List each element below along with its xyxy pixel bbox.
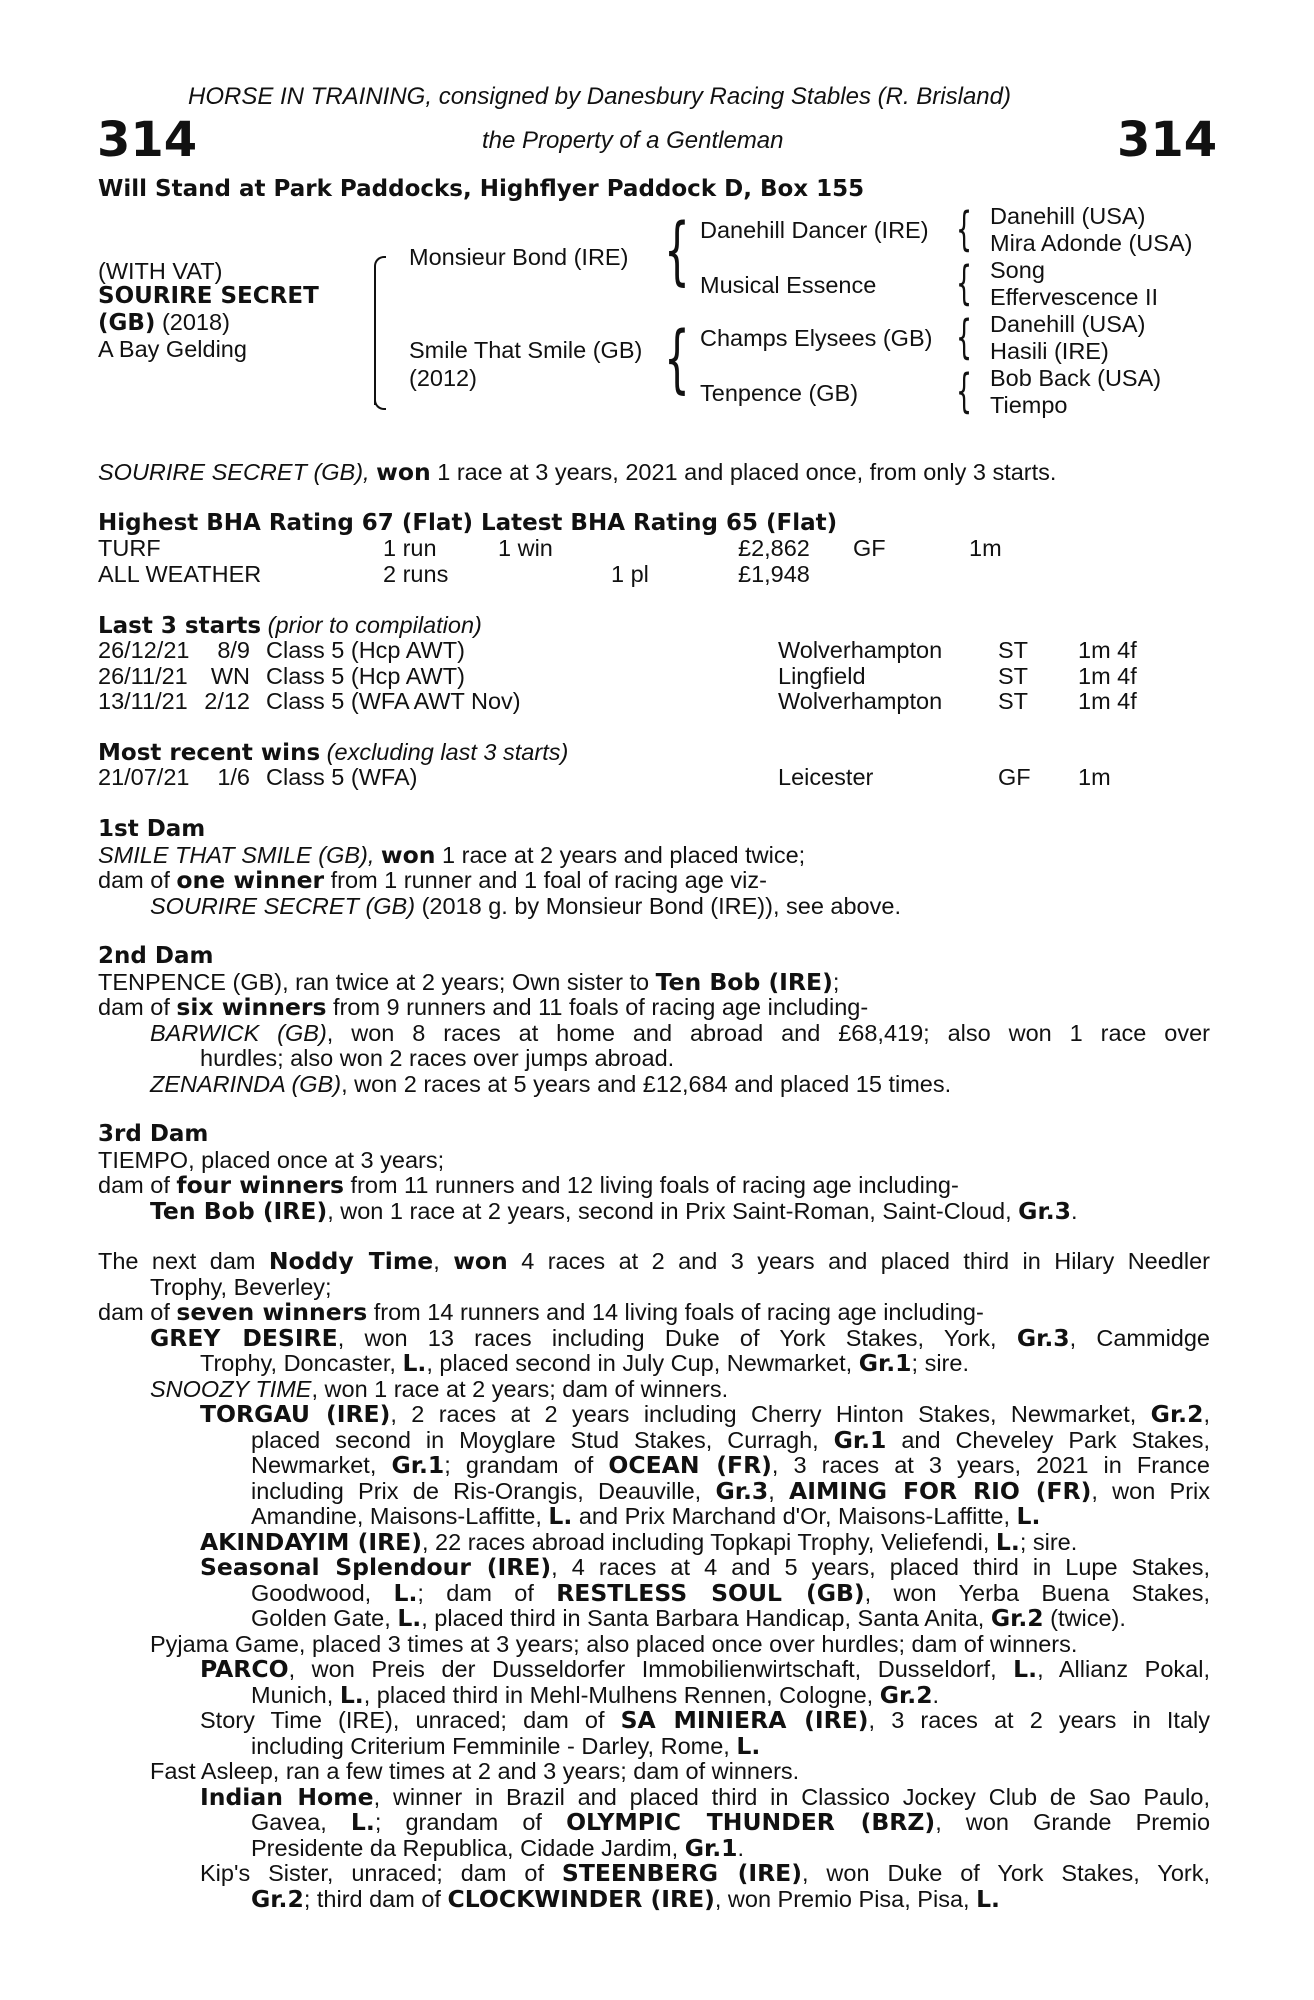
progeny-line [98, 1782, 1210, 1811]
form-row [98, 638, 1137, 664]
ratings-heading: Highest BHA Rating 67 (Flat) Latest BHA Rating 65 (Flat) [98, 510, 838, 536]
dam-name: Smile That Smile (GB) [409, 337, 643, 363]
first-dam-line [98, 868, 1210, 894]
race-class: Class 5 (WFA AWT Nov) [266, 688, 521, 714]
form-row [98, 689, 1137, 715]
recent-wins-note: (excluding last 3 starts) [326, 739, 569, 765]
progeny-line [98, 1884, 1210, 1913]
text: TENPENCE (GB), ran twice at 2 years; Own sister to [98, 968, 656, 995]
race-distance: 1m 4f [1078, 637, 1137, 663]
next-dam-line [98, 1300, 1210, 1326]
text: ; third dam of [303, 1885, 448, 1912]
text: ; [832, 968, 840, 995]
text: from 11 runners and 12 living foals of racing age including- [344, 1172, 959, 1198]
text: , won Duke of York Stakes, York, [801, 1860, 1210, 1886]
text: from 1 runner and 1 foal of racing age viz- [324, 867, 767, 893]
progeny-name: ZENARINDA (GB) [150, 1070, 342, 1097]
race-going: ST [998, 688, 1029, 714]
progeny-name: SNOOZY TIME [150, 1375, 312, 1402]
horse-ref: Ten Bob (IRE) [655, 967, 833, 996]
text: The next dam [98, 1248, 269, 1274]
progeny-line [98, 1657, 1210, 1683]
lot-number-right: 314 [1117, 112, 1218, 168]
second-dam-line [98, 1021, 1210, 1047]
text: , won 1 race at 2 years; dam of winners. [311, 1375, 729, 1402]
text: , won Preis der Dusseldorfer Immobilienwirtschaft, Dusseldorf, [288, 1656, 1014, 1682]
progeny-line [98, 1323, 1210, 1352]
text: Goodwood, [251, 1579, 394, 1606]
race-position: 8/9 [217, 637, 250, 663]
dam-bracket [374, 334, 386, 410]
next-dam-line: Trophy, Beverley; [150, 1273, 332, 1300]
gen3-7: Bob Back (USA) [990, 365, 1162, 391]
dam-name: Noddy Time [268, 1247, 434, 1275]
text: Amandine, Maisons-Laffitte, [251, 1503, 549, 1529]
grade: Gr.1 [833, 1425, 887, 1454]
gen3-8: Tiempo [990, 392, 1068, 418]
text: . [1070, 1197, 1078, 1224]
second-dam-section [98, 944, 1210, 1097]
text: placed second in Moyglare Stud Stakes, Curragh, [251, 1426, 834, 1453]
last-starts-note: (prior to compilation) [267, 612, 482, 638]
text: from 14 runners and 14 living foals of racing age including- [367, 1299, 984, 1325]
text: Newmarket, [251, 1452, 392, 1478]
next-dam-line [98, 1249, 1210, 1275]
progeny-name: CLOCKWINDER (IRE) [447, 1884, 715, 1913]
text: , won Grande Premio [935, 1809, 1211, 1835]
dam-dam: Tenpence (GB) [700, 380, 859, 406]
race-going: GF [998, 764, 1031, 790]
progeny-name: RESTLESS SOUL (GB) [556, 1578, 865, 1607]
race-position: 1/6 [217, 764, 250, 790]
going: GF [853, 535, 886, 561]
prize: £2,862 [738, 535, 810, 561]
progeny-line: Pyjama Game, placed 3 times at 3 years; also placed once over hurdles; dam of winners. [150, 1630, 1078, 1657]
horse-country-year [98, 310, 230, 337]
grade: Gr.1 [858, 1349, 912, 1377]
location-line: Will Stand at Park Paddocks, Highflyer Paddock D, Box 155 [98, 176, 865, 202]
text: , won Yerba Buena Stakes, [864, 1579, 1210, 1606]
progeny-name: SOURIRE SECRET (GB) [150, 892, 416, 919]
text: , [768, 1477, 790, 1504]
progeny-name: OLYMPIC THUNDER (BRZ) [566, 1808, 936, 1836]
grade: Gr.2 [1150, 1400, 1204, 1428]
text: dam of [98, 867, 177, 893]
sire-line-brace: { [664, 208, 690, 294]
race-summary [98, 460, 1056, 486]
progeny-name: BARWICK (GB) [150, 1019, 327, 1046]
text: , won Prix [1091, 1477, 1211, 1504]
grade: L. [736, 1731, 761, 1760]
wins [498, 562, 611, 588]
places [611, 536, 738, 562]
second-dam-line [98, 1072, 1210, 1098]
text: 1 race at 2 years and placed twice; [435, 841, 806, 868]
grade: Gr.2 [879, 1680, 933, 1709]
text: , won 8 races at home and abroad and £68,419; also won 1 race over [326, 1019, 1210, 1046]
sire-dam: Musical Essence [700, 272, 877, 298]
race-course: Wolverhampton [778, 688, 943, 714]
progeny-line [98, 1453, 1210, 1479]
text: dam of [98, 994, 177, 1020]
race-distance: 1m [1078, 764, 1111, 790]
sire-name: Monsieur Bond (IRE) [409, 244, 629, 270]
text: ; dam of [417, 1579, 557, 1606]
progeny-line [98, 1555, 1210, 1581]
race-course: Leicester [778, 764, 874, 790]
gen3-6: Hasili (IRE) [990, 338, 1109, 364]
text: and Cheveley Park Stakes, [886, 1426, 1210, 1453]
horse-description: A Bay Gelding [98, 336, 247, 362]
first-dam-name: SMILE THAT SMILE (GB), [98, 841, 375, 868]
first-dam-section [98, 817, 1210, 919]
text: , 4 races at 4 and 5 years, placed third in Lupe Stakes, [551, 1554, 1210, 1580]
gen3-4: Effervescence II [990, 284, 1159, 310]
recent-wins-heading [98, 740, 568, 767]
recent-wins-table [98, 765, 1111, 791]
horse-name: SOURIRE SECRET [98, 283, 319, 309]
text: , won 13 races including Duke of York Stakes, York, [337, 1324, 1017, 1351]
text: , placed third in Santa Barbara Handicap, Santa Anita, [421, 1605, 991, 1631]
first-dam-line [98, 894, 1210, 920]
progeny-line [98, 1606, 1210, 1632]
text: from 9 runners and 11 foals of racing age including- [326, 994, 869, 1020]
text: including Criterium Femminile - Darley, Rome, [251, 1732, 737, 1759]
progeny-name: AIMING FOR RIO (FR) [789, 1476, 1092, 1505]
progeny-name: Ten Bob (IRE) [150, 1196, 328, 1225]
text: , Cammidge [1069, 1324, 1210, 1351]
race-position: WN [210, 662, 250, 689]
grade: Gr.3 [715, 1476, 769, 1505]
grade: Gr.3 [1016, 1323, 1070, 1352]
first-dam-heading: 1st Dam [98, 816, 206, 842]
grade: Gr.1 [391, 1451, 445, 1479]
text: ; sire. [1019, 1528, 1078, 1555]
text: , won Premio Pisa, Pisa, [714, 1885, 977, 1912]
text: and Prix Marchand d'Or, Maisons-Laffitte, [572, 1503, 1017, 1529]
summary-name: SOURIRE SECRET (GB), [98, 459, 370, 485]
text: , placed third in Mehl-Mulhens Rennen, Cologne, [363, 1681, 880, 1708]
gen3-brace-3: { [956, 310, 973, 364]
places: 1 pl [611, 560, 649, 587]
first-dam-line [98, 840, 1210, 869]
progeny-line: Fast Asleep, ran a few times at 2 and 3 years; dam of winners. [150, 1758, 800, 1784]
race-course: Wolverhampton [778, 637, 943, 663]
text: Golden Gate, [251, 1605, 398, 1631]
won-label: won [453, 1247, 508, 1275]
grade: Gr.2 [990, 1604, 1044, 1632]
going [853, 562, 969, 588]
gen3-5: Danehill (USA) [990, 311, 1146, 337]
sire-sire: Danehill Dancer (IRE) [700, 217, 929, 243]
second-dam-line: hurdles; also won 2 races over jumps abroad. [200, 1045, 675, 1071]
property-line: the Property of a Gentleman [482, 127, 784, 154]
last-starts-table [98, 638, 1137, 715]
third-dam-line: TIEMPO, placed once at 3 years; [98, 1146, 445, 1173]
gen3-brace-2: { [956, 256, 973, 310]
progeny-line [98, 1861, 1210, 1887]
last-starts-heading [98, 613, 482, 640]
runs: 2 runs [383, 560, 449, 587]
text: including Prix de Ris-Orangis, Deauville, [251, 1477, 716, 1504]
progeny-name: SA MINIERA (IRE) [620, 1706, 869, 1734]
race-class: Class 5 (Hcp AWT) [266, 662, 465, 689]
progeny-name: Seasonal Splendour (IRE) [200, 1553, 552, 1581]
horse-country: (GB) [98, 310, 156, 336]
won-label: won [380, 840, 436, 869]
text: ; sire. [911, 1350, 969, 1376]
progeny-line [98, 1425, 1210, 1454]
progeny-name: OCEAN (FR) [608, 1451, 772, 1479]
race-date: 26/11/21 [98, 662, 188, 689]
summary-won: won [376, 458, 431, 486]
progeny-line [98, 1527, 1210, 1556]
progeny-line [98, 1402, 1210, 1428]
progeny-name: STEENBERG (IRE) [561, 1859, 802, 1887]
progeny-line [98, 1377, 1210, 1403]
progeny-line [98, 1708, 1210, 1734]
text: . [932, 1681, 940, 1708]
wins: 1 win [498, 535, 553, 561]
third-dam-section [98, 1122, 1210, 1224]
gen3-2: Mira Adonde (USA) [990, 230, 1193, 256]
vat-label: (WITH VAT) [98, 258, 223, 284]
distance [969, 562, 1002, 588]
text: , 3 races at 2 years in Italy [868, 1707, 1210, 1733]
form-row [98, 664, 1137, 690]
second-dam-heading: 2nd Dam [98, 943, 214, 969]
gen3-1: Danehill (USA) [990, 203, 1146, 229]
text: , placed second in July Cup, Newmarket, [426, 1350, 859, 1376]
race-class: Class 5 (WFA) [266, 764, 418, 790]
text: Kip's Sister, unraced; dam of [200, 1860, 562, 1886]
progeny-line [98, 1578, 1210, 1607]
progeny-line [98, 1833, 1210, 1862]
text: Presidente da Republica, Cidade Jardim, [251, 1834, 685, 1861]
race-distance: 1m 4f [1078, 662, 1137, 689]
winners-count: four winners [176, 1171, 344, 1199]
gen3-3: Song [990, 257, 1045, 283]
text: , 22 races abroad including Topkapi Trophy, Veliefendi, [421, 1528, 996, 1555]
progeny-line [98, 1731, 1210, 1760]
progeny-name: PARCO [200, 1655, 289, 1683]
form-row [98, 765, 1111, 791]
recent-wins-title: Most recent wins [98, 740, 321, 766]
gen3-brace-4: { [956, 364, 973, 418]
grade: L. [402, 1349, 427, 1377]
horse-year: (2018) [161, 309, 230, 335]
text: 4 races at 2 and 3 years and placed third in Hilary Needler [507, 1248, 1210, 1274]
text: Story Time (IRE), unraced; dam of [200, 1707, 621, 1733]
text: , [433, 1248, 454, 1274]
next-dam-section [98, 1249, 1210, 1912]
progeny-name: Indian Home [200, 1782, 374, 1811]
text: , [1203, 1401, 1210, 1427]
text: , won 2 races at 5 years and £12,684 and placed 15 times. [341, 1070, 952, 1097]
race-course: Lingfield [778, 662, 866, 689]
surface: ALL WEATHER [98, 560, 262, 587]
race-date: 26/12/21 [98, 637, 190, 663]
summary-rest: 1 race at 3 years, 2021 and placed once, from only 3 starts. [430, 459, 1057, 485]
grade: Gr.3 [1018, 1196, 1071, 1225]
progeny-line [98, 1351, 1210, 1377]
winners-count: six winners [176, 993, 327, 1021]
progeny-name: AKINDAYIM (IRE) [200, 1527, 422, 1556]
grade: L. [976, 1884, 1000, 1913]
third-dam-heading: 3rd Dam [98, 1121, 209, 1147]
prize: £1,948 [738, 560, 810, 587]
race-going: ST [998, 637, 1029, 663]
winners-count: seven winners [176, 1298, 368, 1326]
grade: L. [1016, 1502, 1041, 1530]
race-position: 2/12 [204, 688, 250, 714]
race-class: Class 5 (Hcp AWT) [266, 637, 465, 663]
progeny-name: GREY DESIRE [150, 1323, 338, 1352]
grade: L. [1013, 1655, 1038, 1683]
race-date: 13/11/21 [98, 688, 188, 714]
grade: L. [995, 1527, 1020, 1556]
runs: 1 run [383, 535, 437, 561]
winners-count: one winner [176, 866, 325, 894]
text: ; grandam of [374, 1809, 567, 1835]
second-dam-line [98, 995, 1210, 1021]
last-starts-title: Last 3 starts [98, 613, 262, 639]
grade: Gr.2 [251, 1884, 304, 1913]
text: Gavea, [251, 1809, 351, 1835]
distance: 1m [969, 535, 1002, 561]
consignor-line: HORSE IN TRAINING, consigned by Danesbury Racing Stables (R. Brisland) [188, 83, 1011, 110]
text: , winner in Brazil and placed third in Classico Jockey Club de Sao Paulo, [373, 1783, 1210, 1810]
gen3-brace-1: { [956, 202, 973, 256]
grade: Gr.1 [684, 1833, 738, 1862]
surface: TURF [98, 535, 161, 561]
grade: L. [393, 1578, 418, 1607]
text: , 2 races at 2 years including Cherry Hinton Stakes, Newmarket, [390, 1401, 1151, 1427]
grade: L. [397, 1604, 422, 1632]
text: Trophy, Doncaster, [200, 1350, 403, 1376]
ratings-table [98, 536, 1002, 587]
race-going: ST [998, 662, 1029, 689]
text: dam of [98, 1299, 177, 1325]
grade: L. [339, 1680, 364, 1709]
text: , won 1 race at 2 years, second in Prix Saint-Roman, Saint-Cloud, [327, 1197, 1019, 1224]
dam-sire: Champs Elysees (GB) [700, 325, 933, 351]
text: Munich, [251, 1681, 340, 1708]
grade: L. [350, 1808, 375, 1836]
third-dam-line [98, 1173, 1210, 1199]
progeny-name: TORGAU (IRE) [200, 1400, 391, 1428]
grade: L. [548, 1502, 573, 1530]
progeny-line [98, 1680, 1210, 1709]
text: . [737, 1834, 745, 1861]
lot-number-left: 314 [97, 112, 198, 168]
dam-line-brace: { [664, 316, 690, 402]
progeny-line [98, 1810, 1210, 1836]
dam-year: (2012) [409, 365, 477, 391]
text: ; grandam of [444, 1452, 609, 1478]
text: (2018 g. by Monsieur Bond (IRE)), see above. [415, 892, 901, 919]
ratings-row [98, 562, 1002, 588]
third-dam-line [98, 1196, 1210, 1225]
progeny-line [98, 1504, 1210, 1530]
text: dam of [98, 1172, 177, 1198]
second-dam-line [98, 967, 1210, 996]
race-distance: 1m 4f [1078, 688, 1137, 714]
ratings-row [98, 536, 1002, 562]
text: , 3 races at 3 years, 2021 in France [771, 1452, 1211, 1478]
race-date: 21/07/21 [98, 764, 190, 790]
progeny-line [98, 1476, 1211, 1505]
text: (twice). [1043, 1605, 1126, 1631]
text: , Allianz Pokal, [1037, 1656, 1210, 1682]
